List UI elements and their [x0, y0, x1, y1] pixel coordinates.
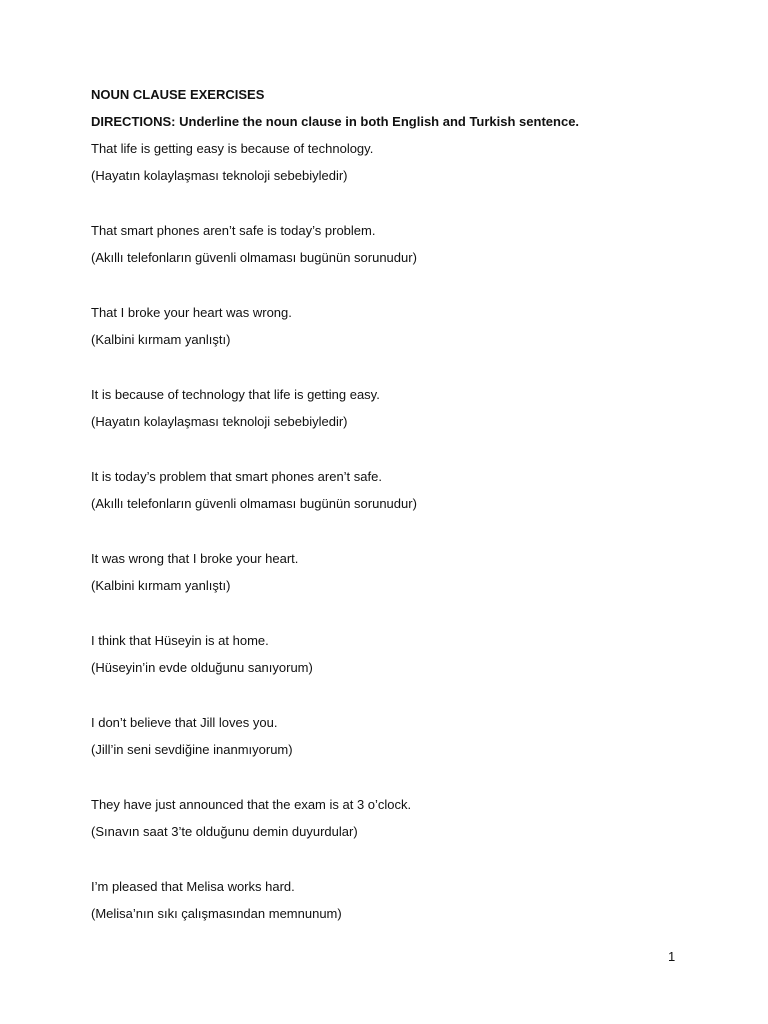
document-title: NOUN CLAUSE EXERCISES [91, 87, 265, 102]
turkish-translation: (Sınavın saat 3’te olduğunu demin duyurdular) [91, 824, 358, 839]
page-number: 1 [668, 949, 676, 964]
turkish-translation: (Kalbini kırmam yanlıştı) [91, 332, 231, 347]
turkish-translation: (Hayatın kolaylaşması teknoloji sebebiyledir) [91, 168, 348, 183]
turkish-translation: (Kalbini kırmam yanlıştı) [91, 578, 231, 593]
turkish-translation: (Akıllı telefonların güvenli olmaması bugünün sorunudur) [91, 496, 417, 511]
english-sentence: I think that Hüseyin is at home. [91, 633, 269, 648]
exercise-item [91, 714, 691, 759]
exercise-item [91, 386, 691, 431]
exercise-item [91, 468, 691, 513]
english-sentence: It is today’s problem that smart phones aren’t safe. [91, 469, 382, 484]
exercise-item [91, 304, 691, 349]
exercise-list [91, 140, 691, 923]
turkish-translation: (Hüseyin’in evde olduğunu sanıyorum) [91, 660, 313, 675]
english-sentence: That I broke your heart was wrong. [91, 305, 292, 320]
turkish-translation: (Akıllı telefonların güvenli olmaması bugünün sorunudur) [91, 250, 417, 265]
exercise-item [91, 796, 691, 841]
english-sentence: It is because of technology that life is getting easy. [91, 387, 380, 402]
exercise-item [91, 140, 691, 185]
english-sentence: That life is getting easy is because of technology. [91, 141, 374, 156]
english-sentence: I’m pleased that Melisa works hard. [91, 879, 295, 894]
document-body [91, 86, 691, 960]
directions-text: DIRECTIONS: Underline the noun clause in both English and Turkish sentence. [91, 114, 580, 129]
exercise-item [91, 632, 691, 677]
english-sentence: That smart phones aren’t safe is today’s problem. [91, 223, 376, 238]
exercise-item [91, 550, 691, 595]
turkish-translation: (Melisa’nın sıkı çalışmasından memnunum) [91, 906, 342, 921]
exercise-item [91, 878, 691, 923]
turkish-translation: (Hayatın kolaylaşması teknoloji sebebiyledir) [91, 414, 348, 429]
english-sentence: They have just announced that the exam is at 3 o’clock. [91, 797, 412, 812]
english-sentence: It was wrong that I broke your heart. [91, 551, 299, 566]
english-sentence: I don’t believe that Jill loves you. [91, 715, 278, 730]
exercise-item [91, 222, 691, 267]
turkish-translation: (Jill’in seni sevdiğine inanmıyorum) [91, 742, 293, 757]
